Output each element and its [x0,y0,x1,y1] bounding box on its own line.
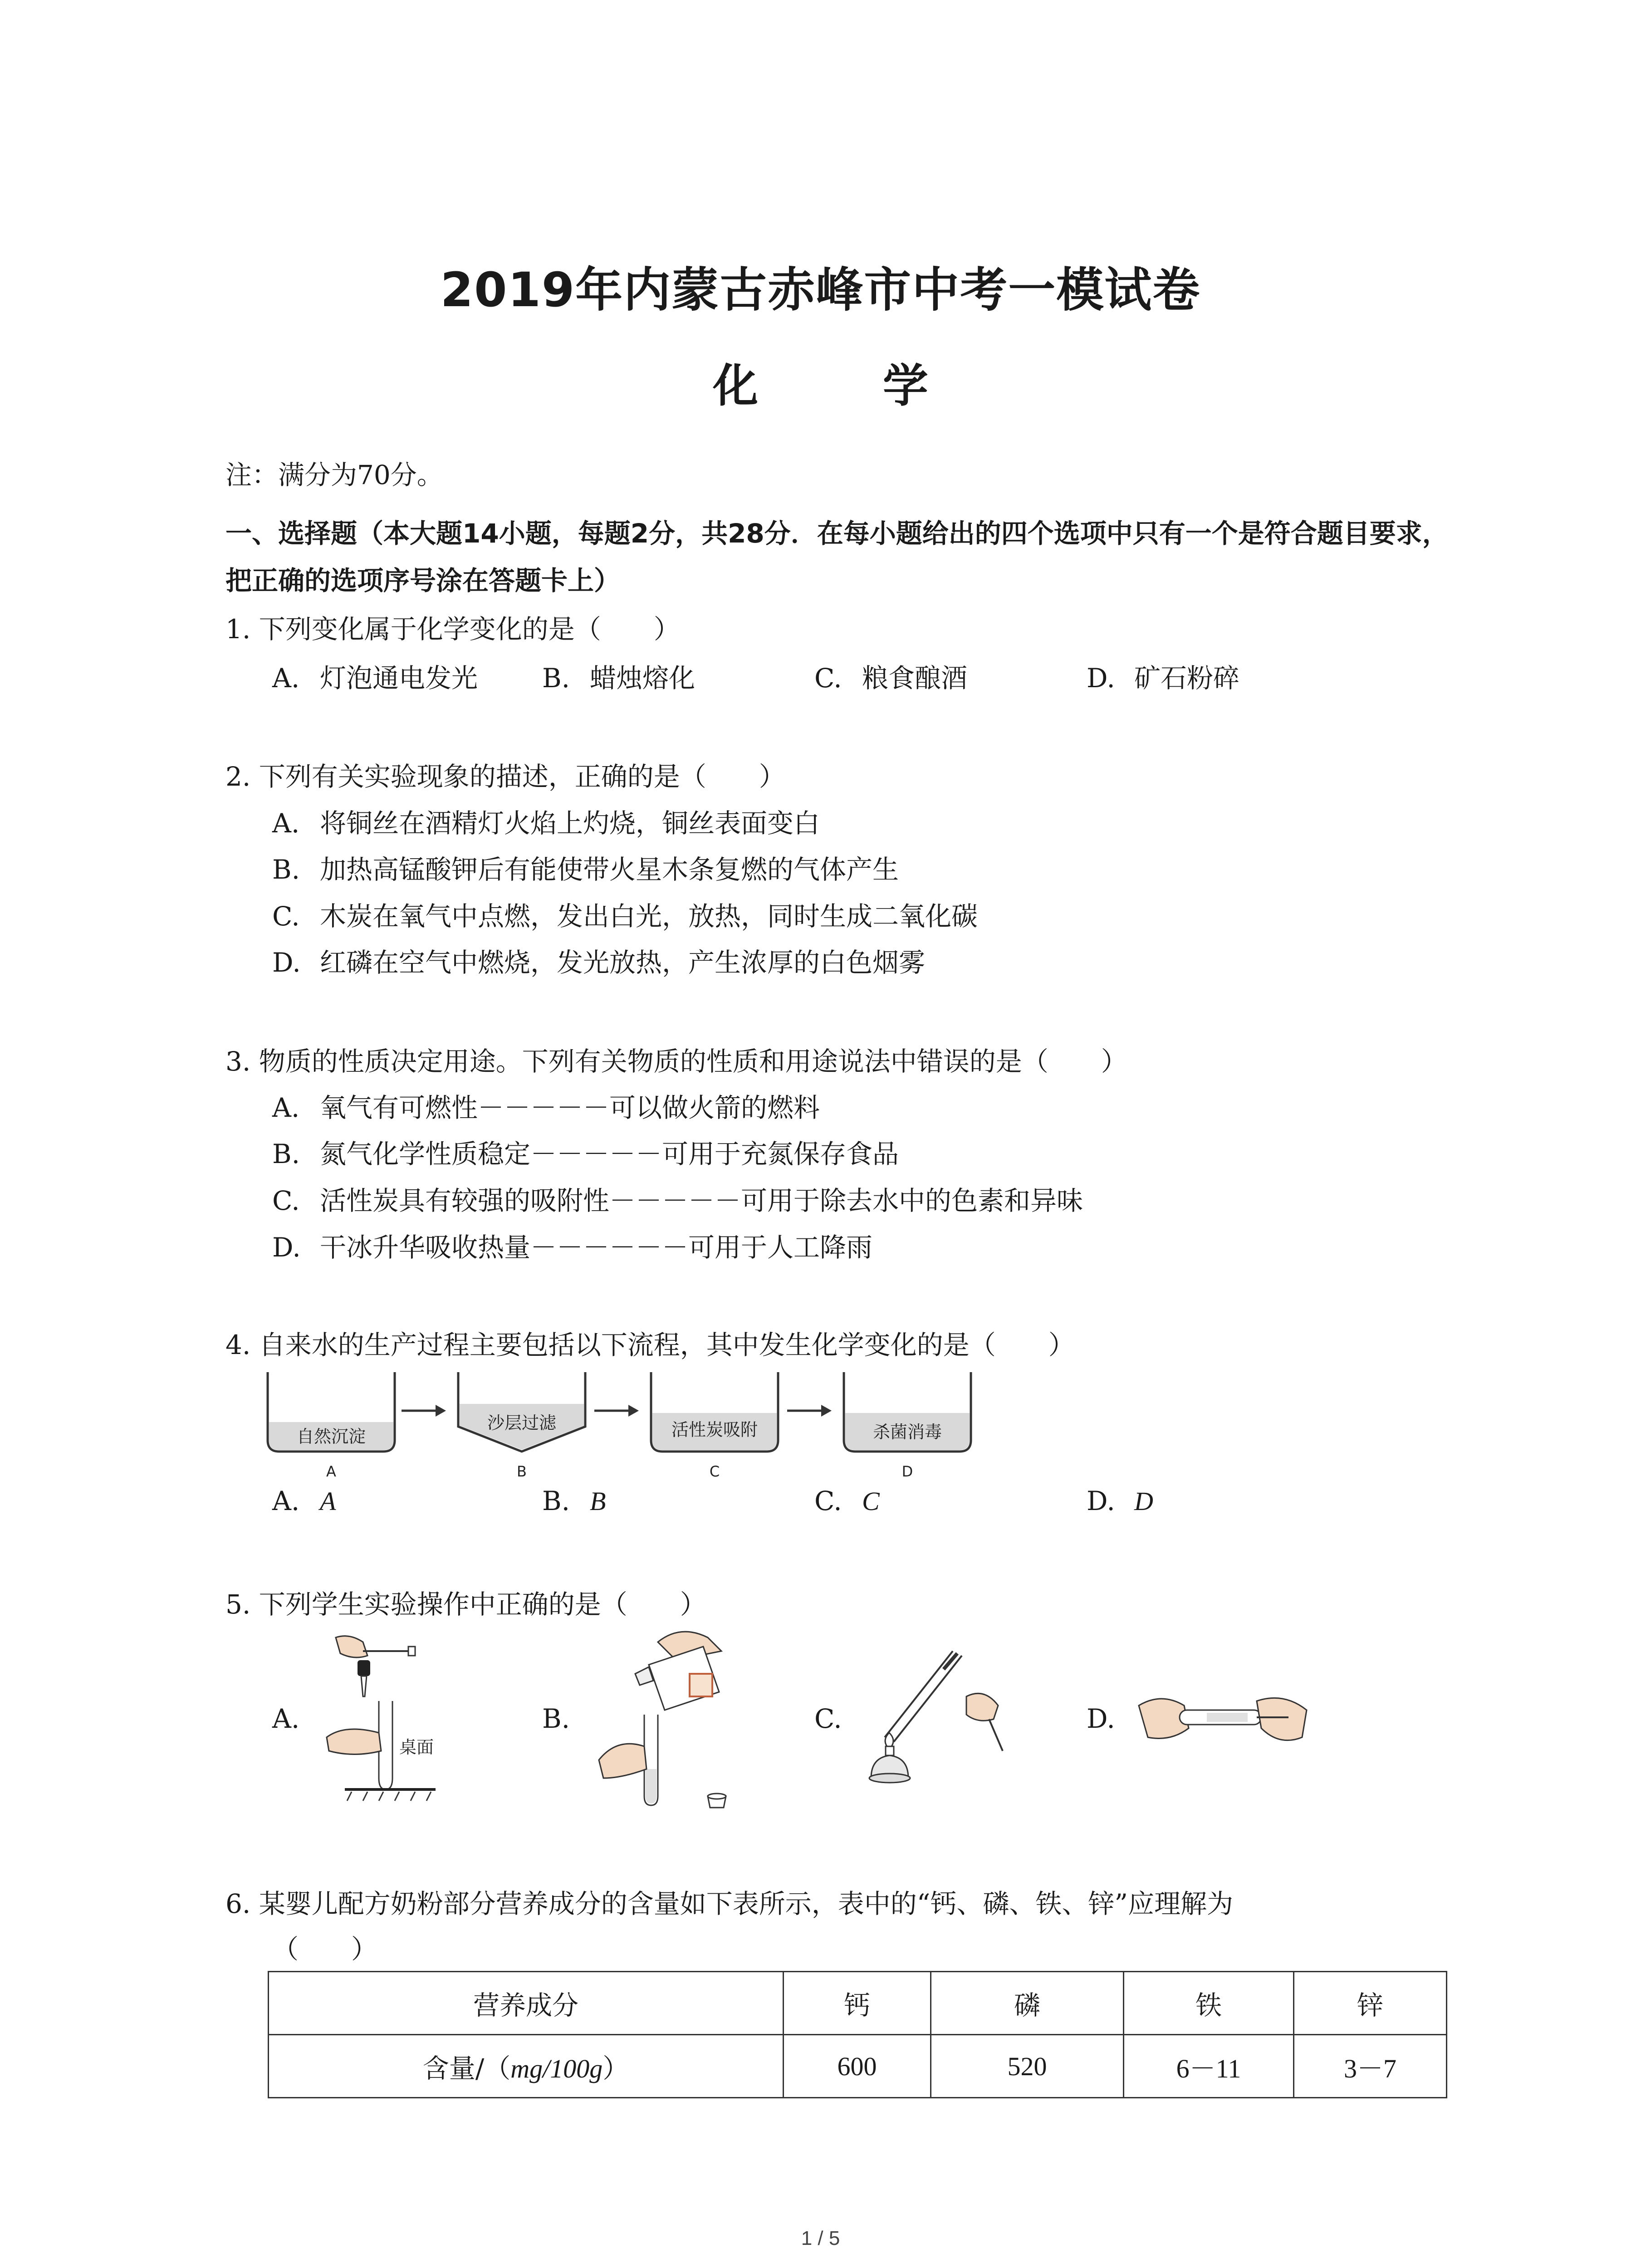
q4-option-d[interactable] [1087,1486,1153,1516]
option-text: 蜡烛熔化 [590,663,696,694]
option-label: C. [272,901,300,932]
row-label-suffix: ） [603,2053,629,2084]
question-4-stem: 4. 自来水的生产过程主要包括以下流程，其中发生化学变化的是（ ） [225,1330,1075,1360]
q1-option-d[interactable] [1087,657,1239,695]
question-6-blank: （ ） [272,1934,378,1965]
arrow-icon [402,1405,446,1417]
question-6-stem: 6. 某婴儿配方奶粉部分营养成分的含量如下表所示，表中的“钙、磷、铁、锌”应理解为 [225,1888,1234,1919]
option-text: 加热高锰酸钾后有能使带火星木条复燃的气体产生 [320,854,899,885]
q3-option-b[interactable] [272,1133,899,1171]
option-text: 活性炭具有较强的吸附性－－－－－可用于除去水中的色素和异味 [320,1185,1083,1216]
option-text: 干冰升华吸收热量－－－－－－可用于人工降雨 [320,1232,873,1263]
arrow-icon [594,1405,639,1417]
q2-option-b[interactable] [272,848,899,886]
q5-option-b[interactable] [542,1703,570,1734]
q4-option-b[interactable] [542,1486,606,1516]
process-step-carbon-adsorption [651,1372,778,1480]
process-step-name: 杀菌消毒 [872,1422,942,1442]
q1-option-b[interactable] [542,657,695,695]
option-label: B. [272,854,300,885]
option-text: C [862,1486,880,1516]
table-cell: 6－11 [1124,2035,1294,2098]
arrow-icon [787,1405,832,1417]
option-text: A [320,1486,336,1516]
process-step-name: 自然沉淀 [296,1427,366,1447]
q4-option-c[interactable] [814,1486,880,1516]
option-text: 红磷在空气中燃烧，发光放热，产生浓厚的白色烟雾 [320,947,926,978]
q5-option-d[interactable] [1087,1703,1115,1734]
option-label: C. [814,1486,842,1516]
table-header-cell: 铁 [1124,1972,1294,2035]
process-step-letter: C [709,1463,720,1480]
desk-surface-label: 桌面 [399,1737,434,1757]
option-text: 灯泡通电发光 [320,663,478,694]
process-step-disinfection [844,1372,971,1480]
process-step-sand-filtration [458,1372,585,1480]
q3-option-c[interactable] [272,1179,1083,1217]
page-title: 2019年内蒙古赤峰市中考一模试卷 [440,262,1201,318]
q2-option-c[interactable] [272,895,978,933]
q1-option-a[interactable] [272,657,478,695]
option-label: A. [272,1092,300,1123]
subject-title: 化 学 [713,359,983,412]
row-label-prefix: 含量/（ [422,2053,511,2084]
option-label: A. [272,663,300,694]
option-text: 将铜丝在酒精灯火焰上灼烧，铜丝表面变白 [320,808,820,839]
option-text: 矿石粉碎 [1134,663,1240,694]
table-header-cell: 锌 [1294,1972,1447,2035]
option-label: C. [814,1703,842,1734]
table-cell: 600 [784,2035,931,2098]
process-step-sedimentation [268,1372,395,1480]
section-heading: 一、选择题（本大题14小题，每题2分，共28分．在每小题给出的四个选项中只有一个是符合题目要求，把正确的选项序号涂在答题卡上） [225,518,1449,596]
table-cell: 3－7 [1294,2035,1447,2098]
process-step-letter: B [517,1463,527,1480]
option-label: B. [272,1139,300,1169]
process-step-letter: D [901,1463,913,1480]
q1-option-c[interactable] [814,657,967,695]
q4-option-a[interactable] [272,1486,336,1516]
process-step-name: 沙层过滤 [487,1413,557,1433]
process-step-letter: A [326,1463,336,1480]
option-text: B [590,1486,606,1516]
option-label: A. [272,1703,300,1734]
option-label: D. [1087,1703,1115,1734]
option-label: C. [272,1185,300,1216]
option-label: D. [272,1232,301,1263]
question-3-stem: 3. 物质的性质决定用途。下列有关物质的性质和用途说法中错误的是（ ） [225,1046,1127,1077]
q3-option-d[interactable] [272,1226,872,1264]
option-text: D [1134,1486,1153,1516]
q5-option-a[interactable] [272,1703,299,1734]
option-label: A. [272,808,300,839]
q5-figure-b-pouring [590,1624,762,1819]
table-row-label [269,2035,784,2098]
option-label: D. [1087,1486,1115,1516]
q3-option-a[interactable] [272,1086,820,1124]
question-2-stem: 2. 下列有关实验现象的描述，正确的是（ ） [225,761,785,792]
option-label: D. [1087,663,1115,694]
page-number: 1 / 5 [801,2227,840,2249]
table-header-cell: 营养成分 [269,1972,784,2035]
option-label: B. [542,1703,570,1734]
option-label: B. [542,1486,570,1516]
option-text: 粮食酿酒 [862,663,968,694]
option-label: C. [814,663,842,694]
water-process-diagram [265,1368,1005,1486]
q2-option-a[interactable] [272,802,820,840]
table-cell: 520 [931,2035,1124,2098]
q5-figure-c-heating [853,1642,1016,1796]
question-5-stem: 5. 下列学生实验操作中正确的是（ ） [225,1589,706,1620]
process-step-name: 活性炭吸附 [671,1420,758,1440]
q5-figure-d-holding [1134,1678,1316,1769]
score-note: 注：满分为70分。 [225,459,443,490]
row-label-unit: mg/100g [510,2054,603,2083]
q2-option-d[interactable] [272,941,925,979]
option-label: B. [542,663,570,694]
option-label: D. [272,947,301,978]
table-header-row [269,1972,1447,2035]
option-text: 氧气有可燃性－－－－－可以做火箭的燃料 [320,1092,820,1123]
q5-figure-a-dropper [318,1633,445,1805]
option-text: 木炭在氧气中点燃，发出白光，放热，同时生成二氧化碳 [320,901,978,932]
option-text: 氮气化学性质稳定－－－－－可用于充氮保存食品 [320,1139,899,1169]
option-label: A. [272,1486,300,1516]
table-row [269,2035,1447,2098]
question-1-stem: 1. 下列变化属于化学变化的是（ ） [225,614,680,645]
q5-option-c[interactable] [814,1703,842,1734]
nutrient-table [268,1971,1447,2098]
table-header-cell: 钙 [784,1972,931,2035]
table-header-cell: 磷 [931,1972,1124,2035]
